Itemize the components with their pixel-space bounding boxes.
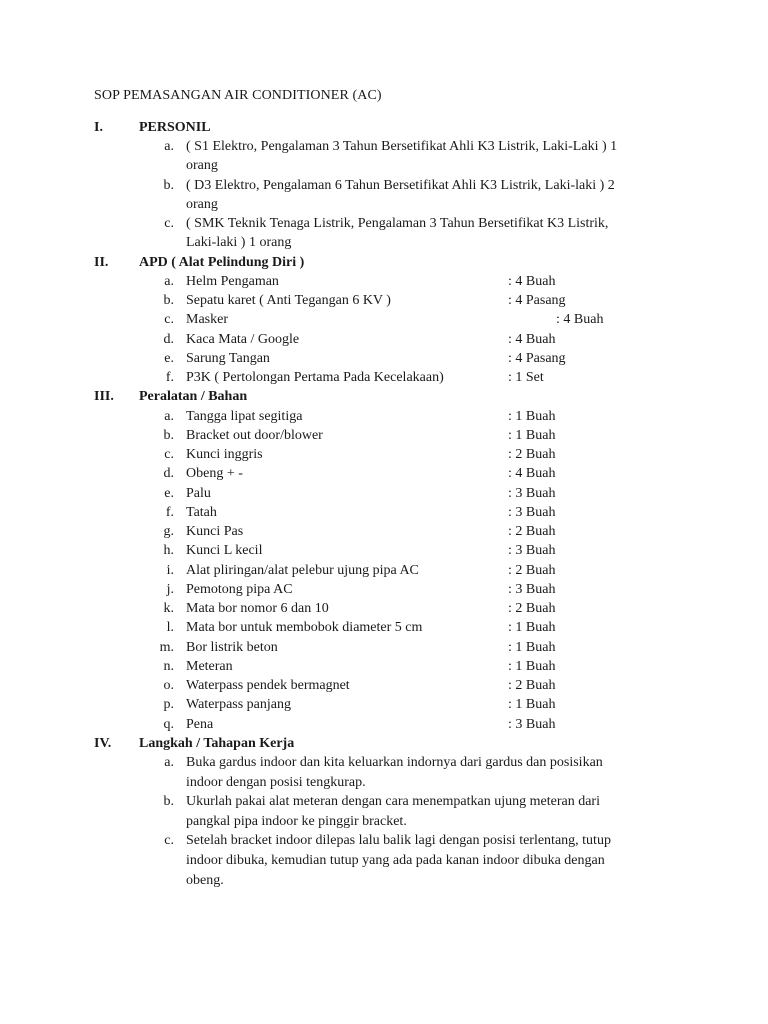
item-quantity: : 1 Buah — [508, 409, 556, 424]
list-item-text: ( S1 Elektro, Pengalaman 3 Tahun Bersetifikat Ahli K3 Listrik, Laki-Laki ) 1 — [186, 139, 618, 154]
list-marker: b. — [163, 794, 174, 809]
item-quantity: : 1 Buah — [508, 428, 556, 443]
item-quantity: : 4 Buah — [508, 332, 556, 347]
item-name: Waterpass panjang — [186, 697, 291, 712]
item-quantity: : 4 Buah — [508, 274, 556, 289]
item-name: Pemotong pipa AC — [186, 582, 293, 597]
item-name: Tangga lipat segitiga — [186, 409, 303, 424]
item-name: Alat pliringan/alat pelebur ujung pipa AC — [186, 563, 419, 578]
item-name: Masker — [186, 312, 228, 327]
list-marker: l. — [166, 620, 174, 635]
section-apd-heading — [0, 253, 768, 273]
item-name: Waterpass pendek bermagnet — [186, 678, 350, 693]
list-marker: m. — [159, 640, 174, 655]
section-langkah-heading — [0, 734, 768, 754]
item-name: Obeng + - — [186, 466, 243, 481]
item-name: P3K ( Pertolongan Pertama Pada Kecelakaan) — [186, 370, 444, 385]
list-marker: a. — [164, 755, 174, 770]
item-quantity: : 1 Buah — [508, 697, 556, 712]
item-quantity: : 3 Buah — [508, 505, 556, 520]
section-number: IV. — [94, 736, 112, 751]
list-item-text-continued: indoor dibuka, kemudian tutup yang ada pada kanan indoor dibuka dengan — [186, 853, 605, 868]
item-quantity: : 3 Buah — [508, 582, 556, 597]
list-marker: a. — [164, 274, 174, 289]
item-name: Meteran — [186, 659, 233, 674]
list-marker: d. — [163, 466, 174, 481]
list-item-text-continued: orang — [186, 197, 218, 212]
list-marker: o. — [163, 678, 174, 693]
item-name: Tatah — [186, 505, 217, 520]
list-marker: a. — [164, 139, 174, 154]
document-title: SOP PEMASANGAN AIR CONDITIONER (AC) — [94, 88, 382, 103]
list-item-text: ( D3 Elektro, Pengalaman 6 Tahun Bersetifikat Ahli K3 Listrik, Laki-laki ) 2 — [186, 178, 615, 193]
list-marker: j. — [166, 582, 174, 597]
item-quantity: : 2 Buah — [508, 563, 556, 578]
item-quantity: : 1 Set — [508, 370, 544, 385]
item-quantity: : 4 Buah — [556, 312, 604, 327]
list-marker: i. — [166, 563, 174, 578]
list-item-text-continued: Laki-laki ) 1 orang — [186, 235, 292, 250]
item-name: Sarung Tangan — [186, 351, 270, 366]
item-quantity: : 2 Buah — [508, 447, 556, 462]
item-quantity: : 4 Pasang — [508, 351, 566, 366]
list-item-text-continued: orang — [186, 158, 218, 173]
list-marker: a. — [164, 409, 174, 424]
section-personil-heading — [0, 118, 768, 138]
item-quantity: : 1 Buah — [508, 640, 556, 655]
section-peralatan-heading — [0, 387, 768, 407]
list-marker: c. — [164, 216, 174, 231]
item-name: Kunci Pas — [186, 524, 244, 539]
list-marker: b. — [163, 428, 174, 443]
section-title: PERSONIL — [139, 120, 211, 135]
list-marker: b. — [163, 178, 174, 193]
list-marker: k. — [163, 601, 174, 616]
list-marker: c. — [164, 447, 174, 462]
list-marker: g. — [163, 524, 174, 539]
item-quantity: : 2 Buah — [508, 678, 556, 693]
list-marker: e. — [164, 486, 174, 501]
list-item-text: Buka gardus indoor dan kita keluarkan indornya dari gardus dan posisikan — [186, 755, 603, 770]
item-quantity: : 4 Pasang — [508, 293, 566, 308]
list-item-text-continued: indoor dengan posisi tengkurap. — [186, 774, 366, 790]
list-marker: f. — [165, 505, 174, 520]
list-item-text-continued: pangkal pipa indoor ke pinggir bracket. — [186, 813, 407, 829]
item-name: Kunci inggris — [186, 447, 263, 462]
item-name: Mata bor nomor 6 dan 10 — [186, 601, 329, 616]
list-marker: q. — [163, 717, 174, 732]
item-name: Helm Pengaman — [186, 274, 279, 289]
list-item-text: ( SMK Teknik Tenaga Listrik, Pengalaman 3 Tahun Bersetifikat K3 Listrik, — [186, 216, 609, 231]
section-number: III. — [94, 389, 114, 404]
item-quantity: : 2 Buah — [508, 524, 556, 539]
item-name: Palu — [186, 486, 211, 501]
item-quantity: : 1 Buah — [508, 620, 556, 635]
item-quantity: : 3 Buah — [508, 717, 556, 732]
item-name: Kunci L kecil — [186, 543, 263, 558]
item-quantity: : 2 Buah — [508, 601, 556, 616]
list-marker: p. — [163, 697, 174, 712]
section-number: II. — [94, 255, 109, 270]
item-quantity: : 3 Buah — [508, 486, 556, 501]
list-item-text: Ukurlah pakai alat meteran dengan cara menempatkan ujung meteran dari — [186, 794, 600, 809]
item-name: Pena — [186, 717, 214, 732]
item-name: Mata bor untuk membobok diameter 5 cm — [186, 620, 423, 635]
item-quantity: : 1 Buah — [508, 659, 556, 674]
item-name: Bracket out door/blower — [186, 428, 323, 443]
item-name: Kaca Mata / Google — [186, 332, 300, 347]
section-number: I. — [94, 120, 103, 135]
section-title: Langkah / Tahapan Kerja — [139, 736, 295, 751]
section-title: APD ( Alat Pelindung Diri ) — [139, 255, 305, 270]
list-marker: c. — [164, 833, 174, 848]
section-title: Peralatan / Bahan — [139, 389, 248, 404]
item-name: Sepatu karet ( Anti Tegangan 6 KV ) — [186, 293, 391, 308]
list-marker: b. — [163, 293, 174, 308]
list-marker: n. — [163, 659, 174, 674]
item-quantity: : 4 Buah — [508, 466, 556, 481]
list-item-text-continued: obeng. — [186, 873, 224, 888]
list-marker: f. — [165, 370, 174, 385]
list-marker: h. — [163, 543, 174, 558]
list-item-text: Setelah bracket indoor dilepas lalu balik lagi dengan posisi terlentang, tutup — [186, 833, 611, 848]
list-marker: d. — [163, 332, 174, 347]
item-name: Bor listrik beton — [186, 640, 278, 655]
item-quantity: : 3 Buah — [508, 543, 556, 558]
list-marker: e. — [164, 351, 174, 366]
list-marker: c. — [164, 312, 174, 327]
